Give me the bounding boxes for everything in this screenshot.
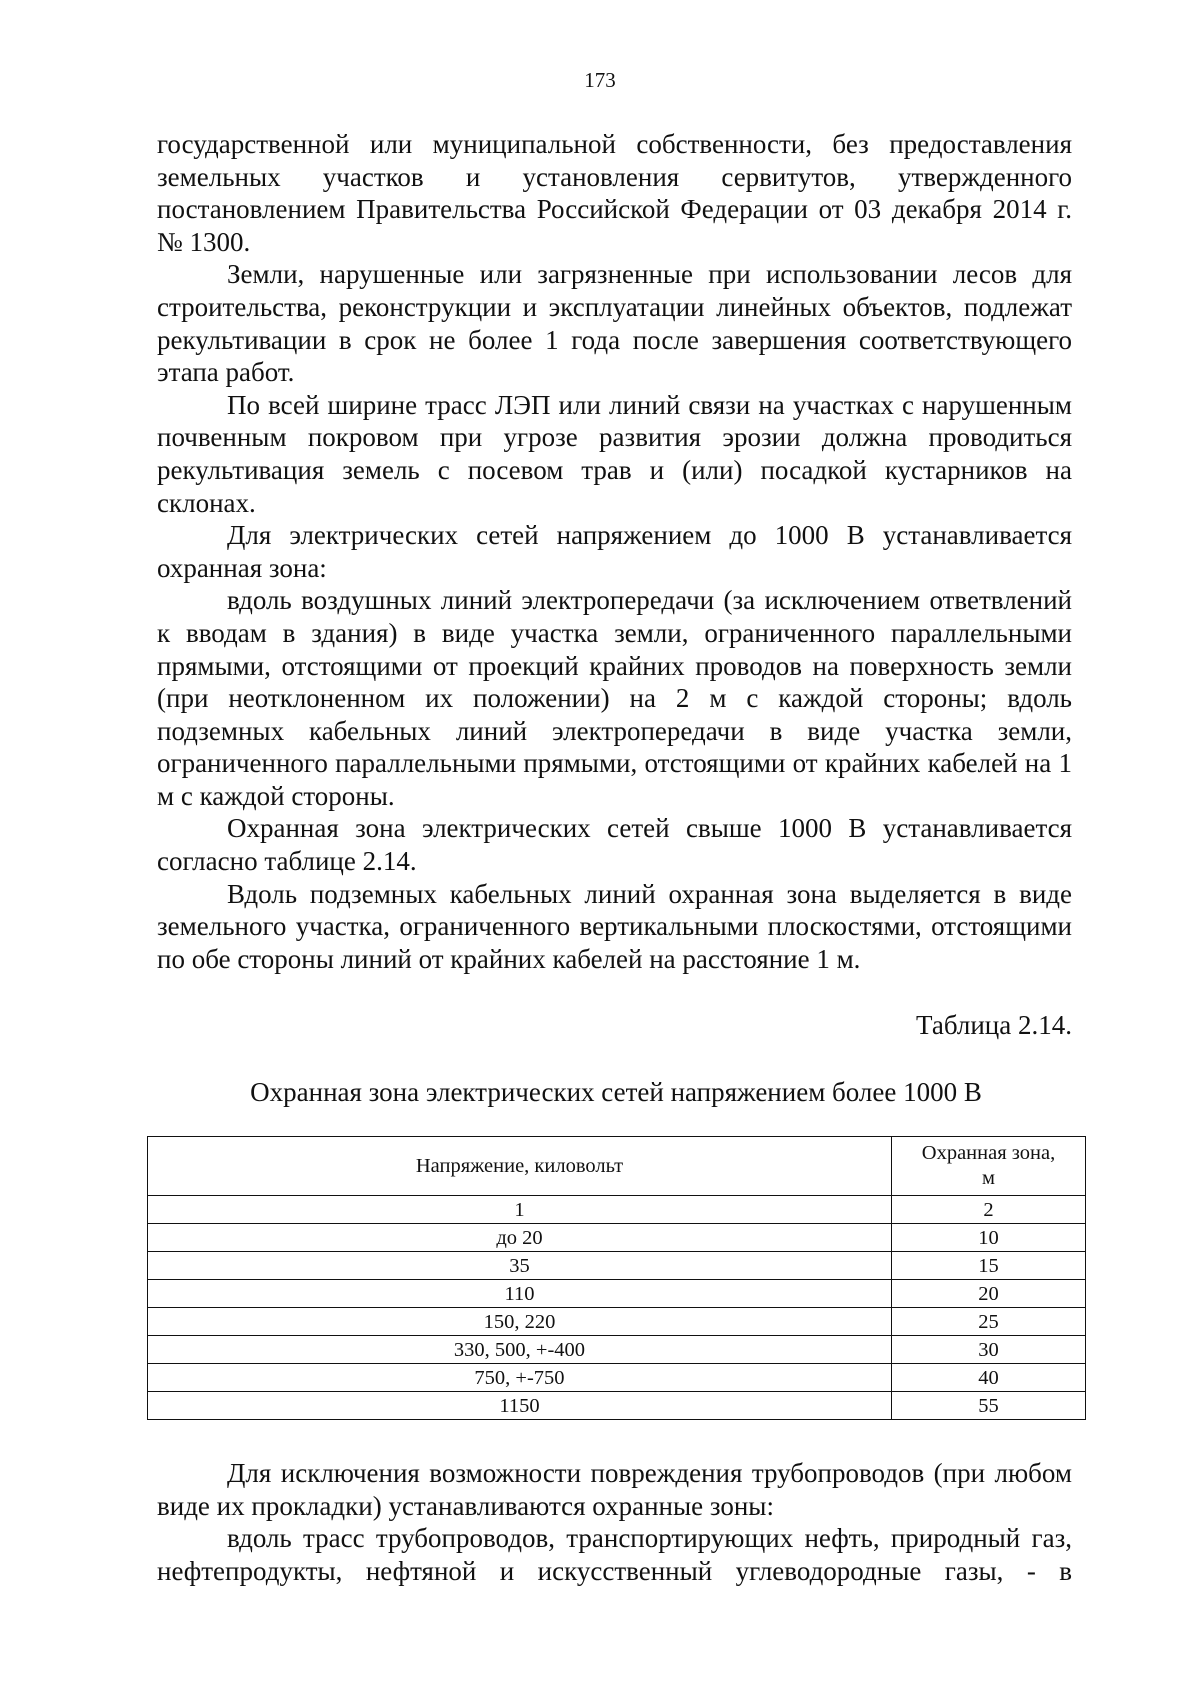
table-row bbox=[148, 1364, 1086, 1392]
protection-zone-table bbox=[147, 1136, 1086, 1420]
cell-zone: 10 bbox=[892, 1224, 1086, 1252]
body-text-after-table bbox=[157, 1457, 1072, 1587]
paragraph: По всей ширине трасс ЛЭП или линий связи на участках с нарушенным почвенным покровом при угрозе развития эрозии должна проводиться рекультивация земель с посевом трав и (или) посадкой кустарников на склонах. bbox=[157, 389, 1072, 518]
table-row bbox=[148, 1308, 1086, 1336]
cell-zone: 55 bbox=[892, 1392, 1086, 1420]
cell-zone: 25 bbox=[892, 1308, 1086, 1336]
table-row bbox=[148, 1336, 1086, 1364]
cell-voltage: 1 bbox=[148, 1196, 892, 1224]
cell-voltage: 35 bbox=[148, 1252, 892, 1280]
body-text bbox=[157, 128, 1072, 975]
paragraph: Охранная зона электрических сетей свыше 1000 В устанавливается согласно таблице 2.14. bbox=[157, 813, 1072, 877]
table-caption: Таблица 2.14. bbox=[916, 1010, 1072, 1040]
cell-zone: 40 bbox=[892, 1364, 1086, 1392]
paragraph: вдоль трасс трубопроводов, транспортирующих нефть, природный газ, нефтепродукты, нефтяной и искусственный углеводородные газы, - в bbox=[157, 1523, 1072, 1586]
table-row bbox=[148, 1196, 1086, 1224]
table-title: Охранная зона электрических сетей напряжением более 1000 В bbox=[250, 1077, 982, 1107]
cell-zone: 2 bbox=[892, 1196, 1086, 1224]
table-header-row bbox=[148, 1137, 1086, 1196]
paragraph: Для электрических сетей напряжением до 1000 В устанавливается охранная зона: bbox=[157, 520, 1072, 583]
page-number: 173 bbox=[584, 68, 616, 92]
cell-zone: 15 bbox=[892, 1252, 1086, 1280]
cell-voltage: 1150 bbox=[148, 1392, 892, 1420]
header-zone bbox=[892, 1137, 1086, 1196]
header-zone-line2: м bbox=[982, 1167, 995, 1189]
cell-voltage: 110 bbox=[148, 1280, 892, 1308]
cell-zone: 20 bbox=[892, 1280, 1086, 1308]
paragraph: Земли, нарушенные или загрязненные при использовании лесов для строительства, реконструкции и эксплуатации линейных объектов, подлежат рекультивации в срок не более 1 года после завершения соответствующего этапа работ. bbox=[157, 259, 1072, 388]
table-row bbox=[148, 1392, 1086, 1420]
table-row bbox=[148, 1280, 1086, 1308]
cell-voltage: 150, 220 bbox=[148, 1308, 892, 1336]
cell-voltage: 330, 500, +-400 bbox=[148, 1336, 892, 1364]
paragraph: Для исключения возможности повреждения трубопроводов (при любом виде их прокладки) устанавливаются охранные зоны: bbox=[157, 1458, 1072, 1521]
header-voltage: Напряжение, киловольт bbox=[148, 1137, 892, 1196]
paragraph: Вдоль подземных кабельных линий охранная зона выделяется в виде земельного участка, ограниченного вертикальными плоскостями, отстоящими по обе стороны линий от крайних кабелей на расстояние 1 м. bbox=[157, 878, 1072, 974]
paragraph: вдоль воздушных линий электропередачи (за исключением ответвлений к вводам в здания) в виде участка земли, ограниченного параллельными прямыми, отстоящими от проекций крайних проводов на поверхность земли (при неотклоненном их положении) на 2 м с каждой стороны; вдоль подземных кабельных линий электропередачи в виде участка земли, ограниченного параллельными прямыми, отстоящими от крайних кабелей на 1 м с каждой стороны. bbox=[157, 585, 1072, 811]
cell-zone: 30 bbox=[892, 1336, 1086, 1364]
table-row bbox=[148, 1224, 1086, 1252]
cell-voltage: 750, +-750 bbox=[148, 1364, 892, 1392]
table-row bbox=[148, 1252, 1086, 1280]
paragraph: государственной или муниципальной собственности, без предоставления земельных участков и установления сервитутов, утвержденного постановлением Правительства Российской Федерации от 03 декабря 2014 г. № 1300. bbox=[157, 129, 1072, 257]
header-zone-line1: Охранная зона, bbox=[921, 1142, 1056, 1164]
cell-voltage: до 20 bbox=[148, 1224, 892, 1252]
